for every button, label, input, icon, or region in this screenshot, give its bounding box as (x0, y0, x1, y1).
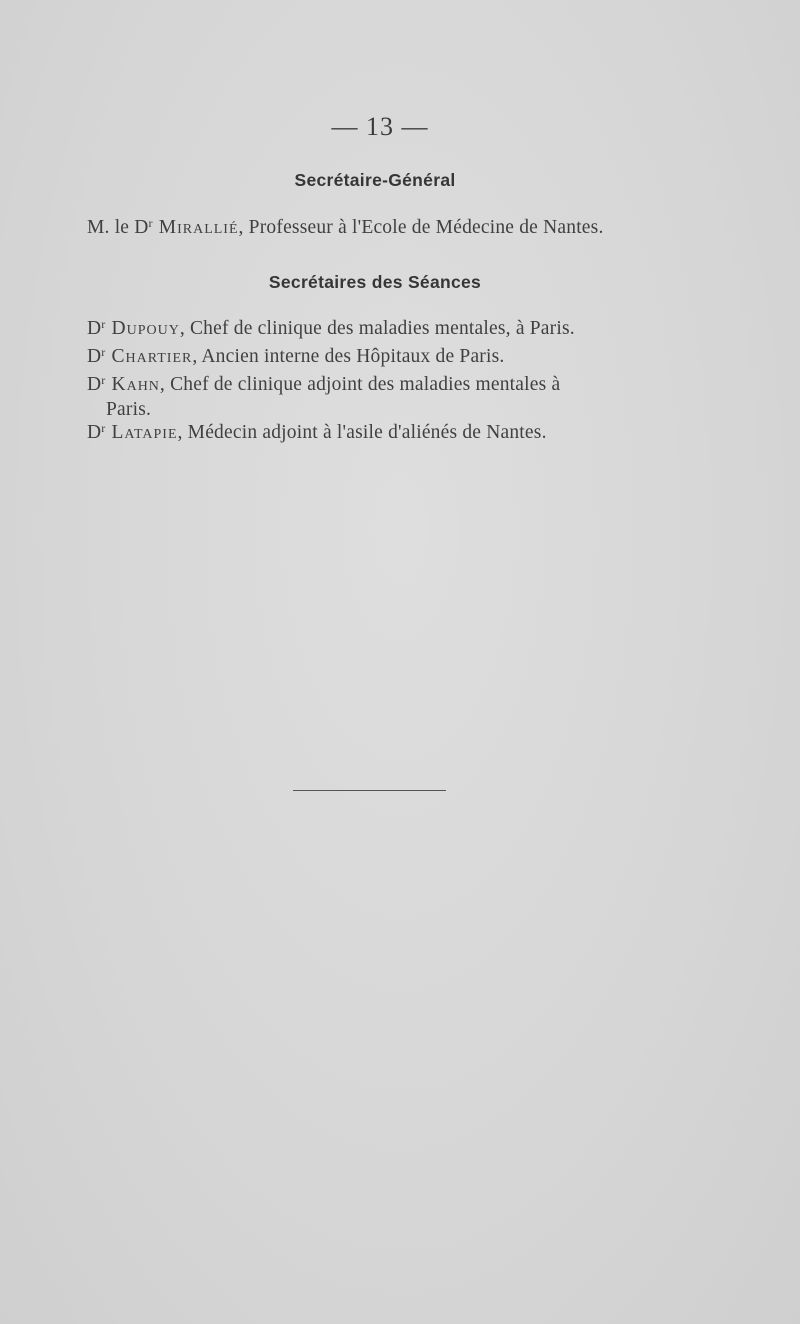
section-heading-session-secretaries: Secrétaires des Séances (268, 272, 482, 292)
entry-title: $D^r$ (87, 317, 106, 339)
session-secretary-entry (87, 373, 560, 396)
entry-title: $D^r$ (87, 373, 106, 395)
entry-text: , Médecin adjoint à l'asile d'aliénés de Nantes. (177, 422, 547, 443)
entry-title: $D^r$ (87, 345, 106, 367)
entry-title: $D^r$ (87, 421, 106, 443)
section-heading-general-secretary: Secrétaire-Général (294, 170, 456, 190)
entry-title: $D^r$ (134, 216, 153, 238)
session-secretary-entry (87, 317, 575, 340)
entry-name: Chartier (111, 346, 193, 367)
entry-name: Latapie (111, 422, 178, 443)
session-secretary-entry (87, 421, 547, 444)
entry-name: Kahn (111, 374, 160, 395)
entry-continuation: Paris. (106, 399, 152, 420)
page-number: — 13 — (331, 112, 429, 141)
closing-rule (293, 790, 446, 791)
entry-prefix: M. le (87, 217, 130, 238)
entry-text: , Chef de clinique adjoint des maladies mentales à (159, 374, 561, 395)
entry-text: , Ancien interne des Hôpitaux de Paris. (192, 346, 505, 367)
entry-text: , Professeur à l'Ecole de Médecine de Nantes. (238, 217, 604, 238)
session-secretary-entry (87, 345, 504, 368)
entry-name: Mirallié (158, 217, 239, 238)
entry-name: Dupouy (111, 318, 180, 339)
general-secretary-entry (87, 216, 604, 239)
entry-text: , Chef de clinique des maladies mentales, à Paris. (179, 318, 575, 339)
